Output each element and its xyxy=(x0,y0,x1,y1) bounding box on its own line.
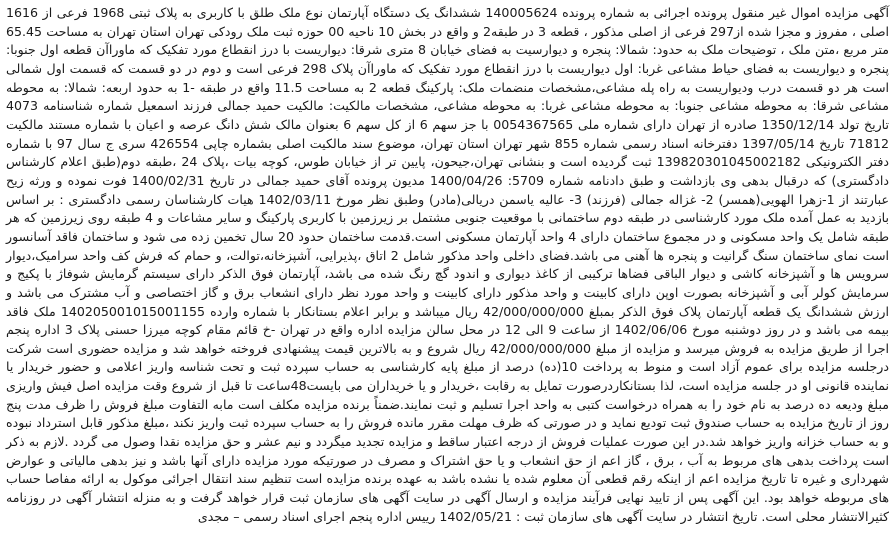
auction-notice-text: آگهی مزایده اموال غیر منقول پرونده اجرائی به شماره پرونده 140005624 ششدانگ یک دستگاه آپارتمان نوع ملک طلق با کاربری به پلاک ثبتی 1968 فرعی از 1616 اصلی ، مفروز و مجزا شده از297 فرعی از اصلی مذکور ، قطعه 3 در طبقه2 و واقع در بخش 10 ناحیه 00 حوزه ثبت ملک رودکی تهران استان تهران به مساحت 65.45 متر مربع ،متن ملک ، توضیحات ملک به حدود: شمالا: پنجره و دیوارسیت به فضای خیابان 8 متری شرقا: دیواریست با درز انقطاع مورد تفکیک که ماوراآن قطعه اول جنوبا: پنجره و دیواریست به فضای حیاط مشاعی غربا: اول دیواریست با درز انقطاع مورد تفکیک که ماوراآن پلاک 298 فرعی است و دوم در دو قسمت که قسمت اول شمالی است هر دو قسمت درب ودیواریست به راه پله مشاعی،مشخصات منضمات ملک: پارکینگ قطعه 2 به مساحت 11.5 واقع در طبقه -1 به حدود اربعه: شمالا: به محوطه مشاعی شرقا: به محوطه مشاعی جنوبا: به محوطه مشاعی غربا: به محوطه مشاعی، مشخصات مالکیت: مالکیت حمید جمالی فرزند اسمعیل شماره شناسنامه 4073 تاریخ تولد 1350/12/14 صادره از تهران دارای شماره ملی 0054367565 با جز سهم 6 از کل سهم 6 بعنوان مالک شش دانگ عرصه و اعیان با شماره مستند مالکیت 71812 تاریخ 1397/05/14 دفترخانه اسناد رسمی شماره 855 شهر تهران استان تهران، موضوع سند مالکیت اصلی بشماره چاپی 426554 سری ج سال 97 با شماره دفتر الکترونیکی 139820301045002182 ثبت گردیده است و بنشانی تهران،جیحون، پایین تر از خیابان طوس، کوچه بیات ،پلاک 24 ،طبقه دوم(طبق اعلام کارشناس دادگستری) که درقبال بدهی وی بازداشت و طبق دادنامه شماره 5709: 1400/04/26 مدیون پرونده آقای حمید جمالی در تاریخ 1400/02/31 فوت نموده و ورثه زیح عبارتند از 1-زهرا الهویی(همسر) 2- غزاله جمالی (فرزند) 3- عالیه یاسمن دریالی(مادر) وطبق نظر مورخ 1402/03/11 هیات کارشناسان رسمی دادگستری : بر اساس بازدید به عمل آمده ملک مورد کارشناسی در طبقه دوم ساختمانی با موقعیت جنوبی مشتمل بر زیرزمین با کاربری پارکینگ و سایر مشاعات و 4 طبقه روی زیرزمین که هر طبقه شامل یک واحد مسکونی و در مجموع ساختمان دارای 4 واحد آپارتمان مسکونی است.قدمت ساختمان حدود 20 سال تخمین زده می شود و ساختمان فاقد آسانسور است نمای ساختمان سنگ گرانیت و پنجره ها آهنی می باشد.فضای داخلی واحد مذکور شامل 2 اتاق ،پذیرایی، آشپزخانه،توالت، و حمام که فرش کف واحد سرامیک،دیوار سرویس ها و آشپزخانه کاشی و دیوار الباقی فضاها ترکیبی از کاغذ دیواری و اندود گچ رنگ شده می باشد، آپارتمان فوق الذکر دارای سیستم گرمایش شوفاژ با پکیج و سرمایش کولر آبی و آشپزخانه بصورت اوپن دارای کابینت و واحد مذکور دارای کابینت و واحد مورد نظر دارای انشعاب برق و گاز اختصاصی و آب مشترک می باشد و ارزش ششدانگ یک قطعه آپارتمان پلاک فوق الذکر بمبلغ 42/000/000/000 ریال میباشد و برابر اعلام بستانکار با شماره وارده 140205001015001155 ملک فاقد بیمه می باشد و در روز دوشنبه مورخ 1402/06/06 از ساعت 9 الی 12 در محل سالن مزایده اداره واقع در تهران -خ قائم مقام کوچه میرزا حسنی پلاک 3 اداره پنجم اجرا از طریق مزایده به فروش میرسد و مزایده از مبلغ 42/000/000/000 ریال شروع و به بالاترین قیمت پیشنهادی فروخته خواهد شد و مزایده حضوری است شرکت درجلسه مزایده برای عموم آزاد است و منوط به پرداخت 10(ده) درصد از مبلغ پایه کارشناسی به حساب سپرده ثبت و تحت شناسه واریز اعلامی و حضور خریدار یا نماینده قانونی او در جلسه مزایده است، لذا بستانکاردرصورت تمایل به رقابت ،خریدار و یا خریداران می بایست48ساعت تا قبل از شروع وقت مزایده اصل فیش واریزی مبلغ ودیعه ده درصد به نام خود را به همراه درخواست کتبی به واحد اجرا تسلیم و ثبت نمایند.ضمناً برنده مزایده مکلف است مابه التفاوت مبلغ فروش را ظرف مدت پنج روز از تاریخ مزایده به حساب صندوق ثبت تودیع نماید و در صورتی که ظرف مهلت مقرر مانده فروش را به حساب سپرده ثبت واریز نکند ،مبلغ مذکور قابل استرداد نبوده و به حساب خزانه واریز خواهد شد.در این صورت عملیات فروش از درجه اعتبار ساقط و مزایده تجدید میگردد و نیم عشر و حق مزایده نقدا وصول می گردد .لازم به ذکر است پرداخت بدهی های مربوط به آب ، برق ، گاز اعم از حق انشعاب و یا حق اشتراک و مصرف در صورتیکه مورد مزایده دارای آنها باشد و نیز بدهی مالیاتی و عوارض شهرداری و غیره تا تاریخ مزایده اعم از اینکه رقم قطعی آن معلوم شده یا نشده باشد به عهده برنده مزایده است تنظیم سند انتقال اجرائی موکول به ارائه مفاصا حساب های مربوطه خواهد بود. این آگهی پس از تایید نهایی فرآیند مزایده و ارسال آگهی در سایت آگهی های سازمان ثبت قرار خواهد گرفت و به منزله انتشار آگهی در روزنامه کثیرالانتشار محلی است. تاریخ انتشار در سایت آگهی های سازمان ثبت : 1402/05/21 رییس اداره پنجم اجرای اسناد رسمی – مجدی xyxy=(6,5,890,524)
